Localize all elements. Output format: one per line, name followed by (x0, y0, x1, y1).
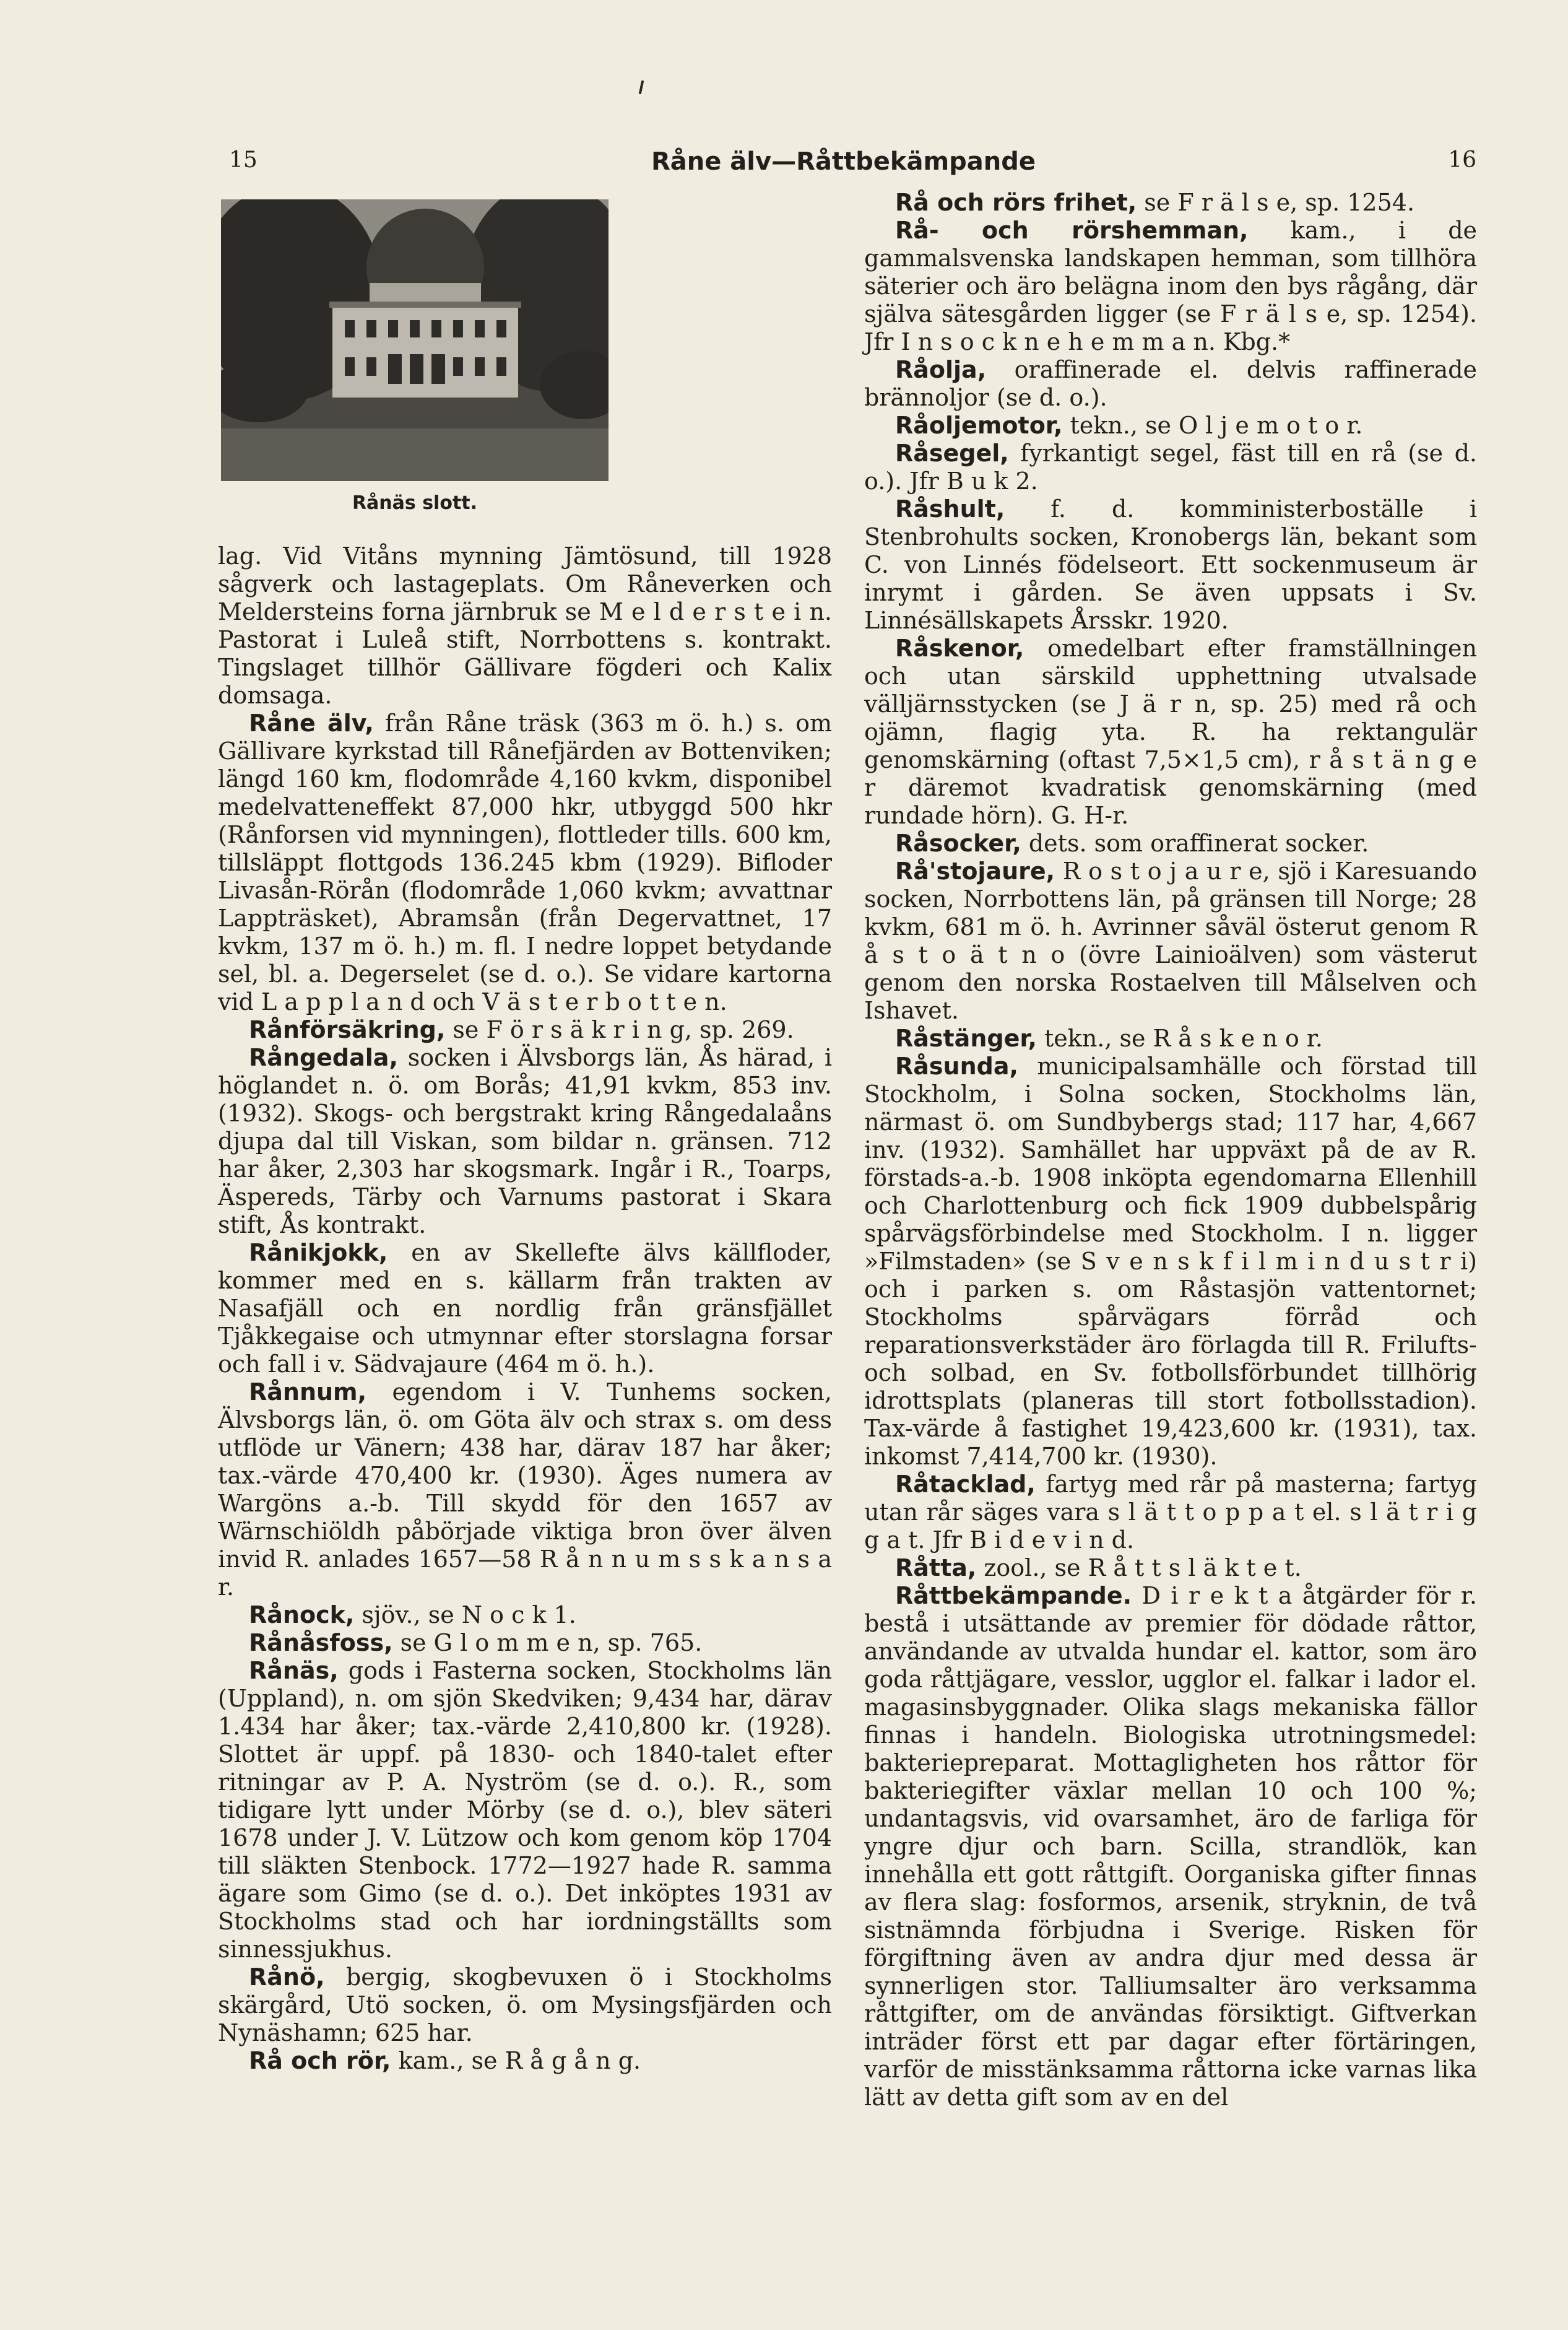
entry-lemma: Rånförsäkring, (249, 1016, 446, 1043)
entry-text: f. d. komministerboställe i Stenbrohults socken, Kronobergs län, bekant som C. von Linnés födelseort. Ett sockenmuseum är inrymt i gården. Se även uppsats i Sv. Linnésällskapets Årsskr. 1920. (864, 495, 1477, 634)
entry-lemma: Rångedala, (249, 1044, 398, 1071)
figure-caption: Rånäs slott. (352, 492, 478, 514)
entry (864, 1554, 1477, 1582)
entry (218, 1378, 832, 1601)
entry-lemma: Råne älv, (249, 710, 374, 737)
entry (864, 1053, 1477, 1471)
entry (864, 830, 1477, 858)
castle-photo (221, 199, 609, 481)
entry-lemma: Råstänger, (895, 1025, 1037, 1052)
entry (218, 2047, 832, 2075)
entry-text: fartyg med rår på masterna; fartyg utan rår säges vara s l ä t t o p p a t el. s l ä t r i g g a t. Jfr B i d e v i n d. (864, 1471, 1477, 1554)
entry-text: bergig, skogbevuxen ö i Stockholms skärgård, Utö socken, ö. om Mysingsfjärden och Nynäshamn; 625 har. (218, 1963, 832, 2046)
entry-lemma: Rå- och rörshemman, (895, 217, 1249, 244)
entry (864, 858, 1477, 1025)
castle-illustration (221, 199, 609, 481)
entry-lemma: Rå'stojaure, (895, 858, 1055, 885)
entry-lemma: Rånnum, (249, 1378, 367, 1406)
entry-lemma: Rånö, (249, 1963, 325, 1991)
page-header (210, 147, 1476, 191)
entry-text: se G l o m m e n, sp. 765. (392, 1629, 703, 1656)
entry (864, 412, 1477, 440)
entry-lemma: Råolja, (895, 356, 987, 383)
entry (864, 1582, 1477, 2111)
entry-lemma: Rå och rör, (249, 2047, 391, 2074)
entry-text: gods i Fasterna socken, Stockholms län (Uppland), n. om sjön Skedviken; 9,434 har, därav 1.434 har åker; tax.-värde 2,410,800 kr. (1928). Slottet är uppf. på 1830- och 1840-talet efter ritningar av P. A. Nyström (se d. o.). R., som tidigare lytt under Mörby (se d. o.), blev säteri 1678 under J. V. Lützow och kom genom köp 1704 till släkten Stenbock. 1772—1927 hade R. samma ägare som Gimo (se d. o.). Det inköptes 1931 av Stockholms stad och har iordningställts som sinnessjukhus. (218, 1657, 832, 1963)
left-page-number: 15 (229, 147, 258, 173)
entry-text: tekn., se O l j e m o t o r. (1062, 412, 1363, 439)
entry-text: kam., i de gammalsvenska landskapen hemman, som tillhöra säterier och äro belägna inom den bys rågång, där själva sätesgården ligger (se F r ä l s e, sp. 1254). Jfr I n s o c k n e h e m m a n. Kbg.* (864, 217, 1478, 355)
entry-lemma: Rånock, (249, 1601, 355, 1628)
entry (218, 1629, 832, 1657)
entry (864, 635, 1477, 830)
entry-text: kam., se R å g å n g. (391, 2047, 641, 2074)
entry-lemma: Råsocker, (895, 830, 1021, 857)
entry-text: tekn., se R å s k e n o r. (1036, 1025, 1323, 1052)
entry (218, 1239, 832, 1378)
entry (218, 1016, 832, 1044)
entry (218, 1601, 832, 1629)
entry-lemma: Råsegel, (895, 440, 1009, 467)
entry-lemma: Råttbekämpande. (895, 1582, 1132, 1609)
entry-text: se F ö r s ä k r i n g, sp. 269. (445, 1016, 794, 1043)
entry (218, 1044, 832, 1239)
left-column (218, 542, 832, 2075)
entry-lemma: Råskenor, (895, 635, 1024, 662)
entry (864, 440, 1477, 495)
entry-text: R o s t o j a u r e, sjö i Karesuando socken, Norrbottens län, på gränsen till Norge; 28 kvkm, 681 m ö. h. Avrinner såväl österut genom R å s t o ä t n o (övre Lainioälven) som västerut genom den norska Rostaelven till Målselven och Ishavet. (864, 858, 1477, 1024)
entry (218, 1657, 832, 1963)
entry (218, 542, 832, 710)
entry-lemma: Råtta, (895, 1554, 977, 1581)
entry-lemma: Rånåsfoss, (249, 1629, 393, 1656)
entry-text: en av Skellefte älvs källfloder, kommer med en s. källarm från trakten av Nasafjäll och en nordlig från gränsfjället Tjåkkegaise och utmynnar efter storslagna forsar och fall i v. Sädvajaure (464 m ö. h.). (218, 1239, 832, 1378)
entry (864, 1471, 1477, 1554)
entry-text: från Råne träsk (363 m ö. h.) s. om Gällivare kyrkstad till Rånefjärden av Bottenviken; längd 160 km, flodområde 4,160 kvkm, disponibel medelvatteneffekt 87,000 hkr, utbyggd 500 hkr (Rånforsen vid mynningen), flottleder tills. 600 km, tillsläppt flottgods 136.245 kbm (1929). Bifloder Livasån-Rörån (flodområde 1,060 kvkm; avvattnar Lappträsket), Abramsån (från Degervattnet, 17 kvkm, 137 m ö. h.) m. fl. I nedre loppet betydande sel, bl. a. Degerselet (se d. o.). Se vidare kartorna vid L a p p l a n d och V ä s t e r b o t t e n. (218, 710, 832, 1015)
entry-lemma: Råoljemotor, (895, 412, 1063, 439)
entry-lemma: Råshult, (895, 495, 1005, 523)
entry (864, 1025, 1477, 1053)
entry (864, 189, 1477, 217)
entry (218, 710, 832, 1016)
entry-lemma: Råsunda, (895, 1053, 1018, 1080)
entry-text: municipalsamhälle och förstad till Stockholm, i Solna socken, Stockholms län, närmast ö. om Sundbybergs stad; 117 har, 4,667 inv. (1932). Samhället har uppväxt på de av R. förstads-a.-b. 1908 inköpta egendomarna Ellenhill och Charlottenburg och fick 1909 dubbelspårig spårvägsförbindelse med Stockholm. I n. ligger »Filmstaden» (se S v e n s k f i l m i n d u s t r i) och i parken s. om Råstasjön vattentornet; Stockholms spårvägars förråd och reparationsverkstäder äro förlagda till R. Frilufts- och solbad, en Sv. fotbollsförbundet tillhörig idrottsplats (planeras till stort fotbollsstadion). Tax-värde å fastighet 19,423,600 kr. (1931), tax. inkomst 7,414,700 kr. (1930). (864, 1053, 1477, 1470)
entry-text: se F r ä l s e, sp. 1254. (1137, 189, 1415, 216)
right-column (864, 189, 1477, 2111)
entry-text: oraffinerade el. delvis raffinerade brännoljor (se d. o.). (864, 356, 1477, 411)
entry-lemma: Rånäs, (249, 1657, 339, 1684)
entry-text: dets. som oraffinerat socker. (1021, 830, 1369, 857)
entry-lemma: Rå och rörs frihet, (895, 189, 1137, 216)
entry (864, 495, 1477, 635)
entry-text: egendom i V. Tunhems socken, Älvsborgs län, ö. om Göta älv och strax s. om dess utflöde ur Vänern; 438 har, därav 187 har åker; tax.-värde 470,400 kr. (1930). Äges numera av Wargöns a.-b. Till skydd för den 1657 av Wärnschiöldh påbörjade viktiga bron över älven invid R. anlades 1657—58 R å n n u m s s k a n s a r. (218, 1378, 832, 1601)
entry (864, 356, 1477, 412)
entry-text: fyrkantigt segel, fäst till en rå (se d. o.). Jfr B u k 2. (864, 440, 1477, 495)
entry (218, 1963, 832, 2047)
entry (864, 217, 1477, 356)
entry-text: zool., se R å t t s l ä k t e t. (976, 1554, 1302, 1581)
entry-lemma: Rånikjokk, (249, 1239, 388, 1266)
print-speck (639, 80, 644, 94)
entry-text: sjöv., se N o c k 1. (354, 1601, 576, 1628)
right-page-number: 16 (1448, 147, 1476, 173)
entry-lemma: Råtacklad, (895, 1471, 1036, 1498)
entry-text: lag. Vid Vitåns mynning Jämtösund, till 1928 sågverk och lastageplats. Om Råneverken och Meldersteins forna järnbruk se M e l d e r s t e i n. Pastorat i Luleå stift, Norrbottens s. kontrakt. Tingslaget tillhör Gällivare fögderi och Kalix domsaga. (218, 542, 832, 709)
entry-text: omedelbart efter framställningen och utan särskild upphettning utvalsade välljärnsstycken (se J ä r n, sp. 25) med rå och ojämn, flagig yta. R. ha rektangulär genomskärning (oftast 7,5×1,5 cm), r å s t ä n g e r däremot kvadratisk genomskärning (med rundade hörn). G. H-r. (864, 635, 1477, 829)
running-head: Råne älv—Råttbekämpande (651, 147, 1036, 176)
entry-text: socken i Älvsborgs län, Ås härad, i höglandet n. ö. om Borås; 41,91 kvkm, 853 inv. (1932). Skogs- och bergstrakt kring Rångedalaåns djupa dal till Viskan, som bildar n. gränsen. 712 har åker, 2,303 har skogsmark. Ingår i R., Toarps, Äspereds, Tärby och Varnums pastorat i Skara stift, Ås kontrakt. (218, 1044, 832, 1238)
entry-text: D i r e k t a åtgärder för r. bestå i utsättande av premier för dödade råttor, användande av utvalda hundar el. kattor, som äro goda råttjägare, vesslor, ugglor el. falkar i lador el. magasinsbyggnader. Olika slags mekaniska fällor finnas i handeln. Biologiska utrotningsmedel: bakteriepreparat. Mottagligheten hos råttor för bakteriegifter växlar mellan 10 och 100 %; undantagsvis, vid ovarsamhet, äro de farliga för yngre djur och barn. Scilla, strandlök, kan innehålla ett gott råttgift. Oorganiska gifter finnas av flera slag: fosformos, arsenik, stryknin, de två sistnämnda förbjudna i Sverige. Risken för förgiftning även av andra djur med dessa är synnerligen stor. Talliumsalter äro verksamma råttgifter, om de användas försiktigt. Giftverkan inträder först ett par dagar efter förtäringen, varför de misstänksamma råttorna icke varnas lika lätt av detta gift som av en del (864, 1582, 1477, 2111)
